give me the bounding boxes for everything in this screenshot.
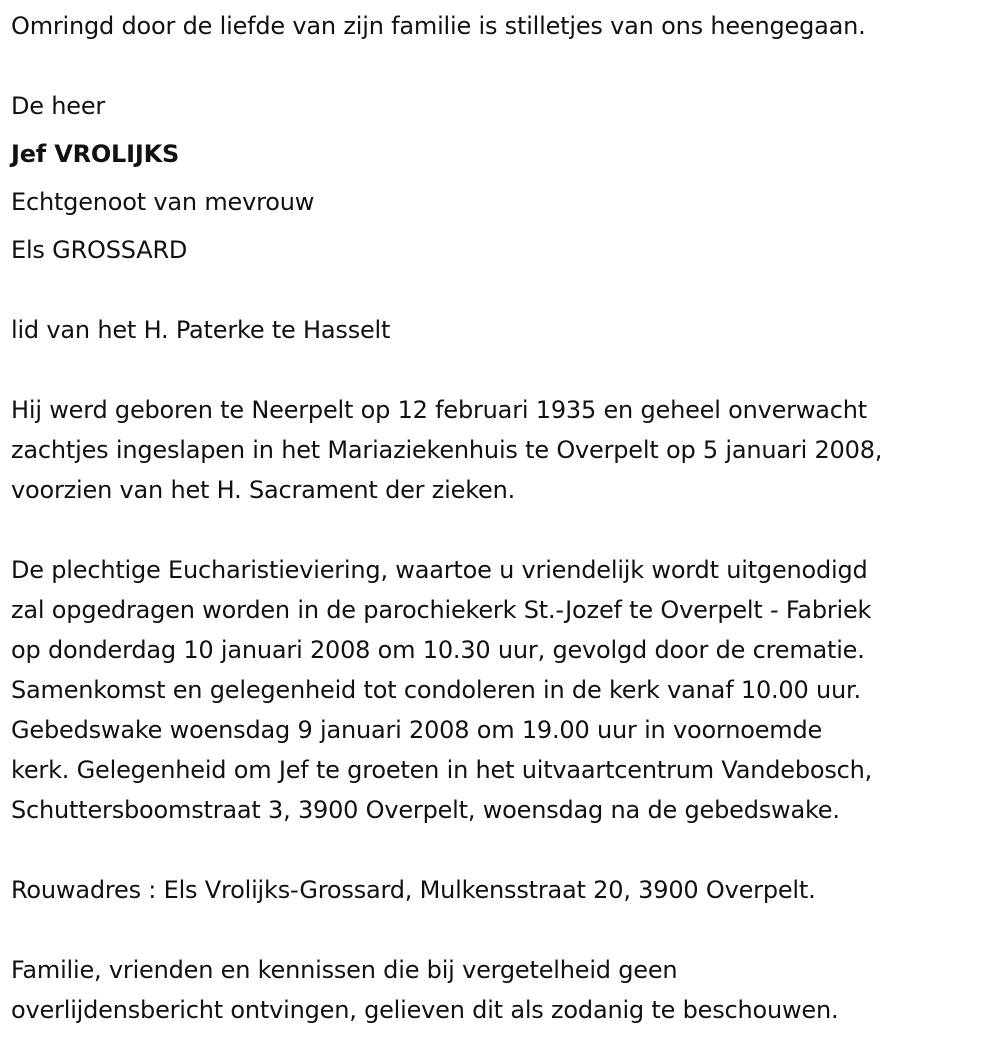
closing-line: Familie, vrienden en kennissen die bij vergetelheid geen — [11, 956, 678, 984]
ceremony-line: Schuttersboomstraat 3, 3900 Overpelt, woensdag na de gebedswake. — [11, 796, 840, 824]
intro-text: Omringd door de liefde van zijn familie is stilletjes van ons heengegaan. — [11, 12, 866, 40]
birth-death-line: zachtjes ingeslapen in het Mariaziekenhuis te Overpelt op 5 januari 2008, — [11, 436, 883, 464]
ceremony-line: zal opgedragen worden in de parochiekerk St.-Jozef te Overpelt - Fabriek — [11, 596, 872, 624]
salutation: De heer — [11, 92, 106, 120]
ceremony-line: De plechtige Eucharistieviering, waartoe u vriendelijk wordt uitgenodigd — [11, 556, 868, 584]
ceremony-line: kerk. Gelegenheid om Jef te groeten in het uitvaartcentrum Vandebosch, — [11, 756, 873, 784]
deceased-name: Jef VROLIJKS — [11, 140, 180, 168]
birth-death-line: voorzien van het H. Sacrament der zieken. — [11, 476, 516, 504]
membership-text: lid van het H. Paterke te Hasselt — [11, 316, 391, 344]
birth-death-line: Hij werd geboren te Neerpelt op 12 februari 1935 en geheel onverwacht — [11, 396, 867, 424]
spouse-name: Els GROSSARD — [11, 236, 188, 264]
ceremony-line: Gebedswake woensdag 9 januari 2008 om 19.00 uur in voornoemde — [11, 716, 823, 744]
ceremony-line: op donderdag 10 januari 2008 om 10.30 uur, gevolgd door de crematie. — [11, 636, 865, 664]
closing-line: overlijdensbericht ontvingen, gelieven dit als zodanig te beschouwen. — [11, 996, 839, 1024]
ceremony-line: Samenkomst en gelegenheid tot condoleren in de kerk vanaf 10.00 uur. — [11, 676, 861, 704]
mourning-address: Rouwadres : Els Vrolijks-Grossard, Mulkensstraat 20, 3900 Overpelt. — [11, 876, 816, 904]
relation-text: Echtgenoot van mevrouw — [11, 188, 315, 216]
